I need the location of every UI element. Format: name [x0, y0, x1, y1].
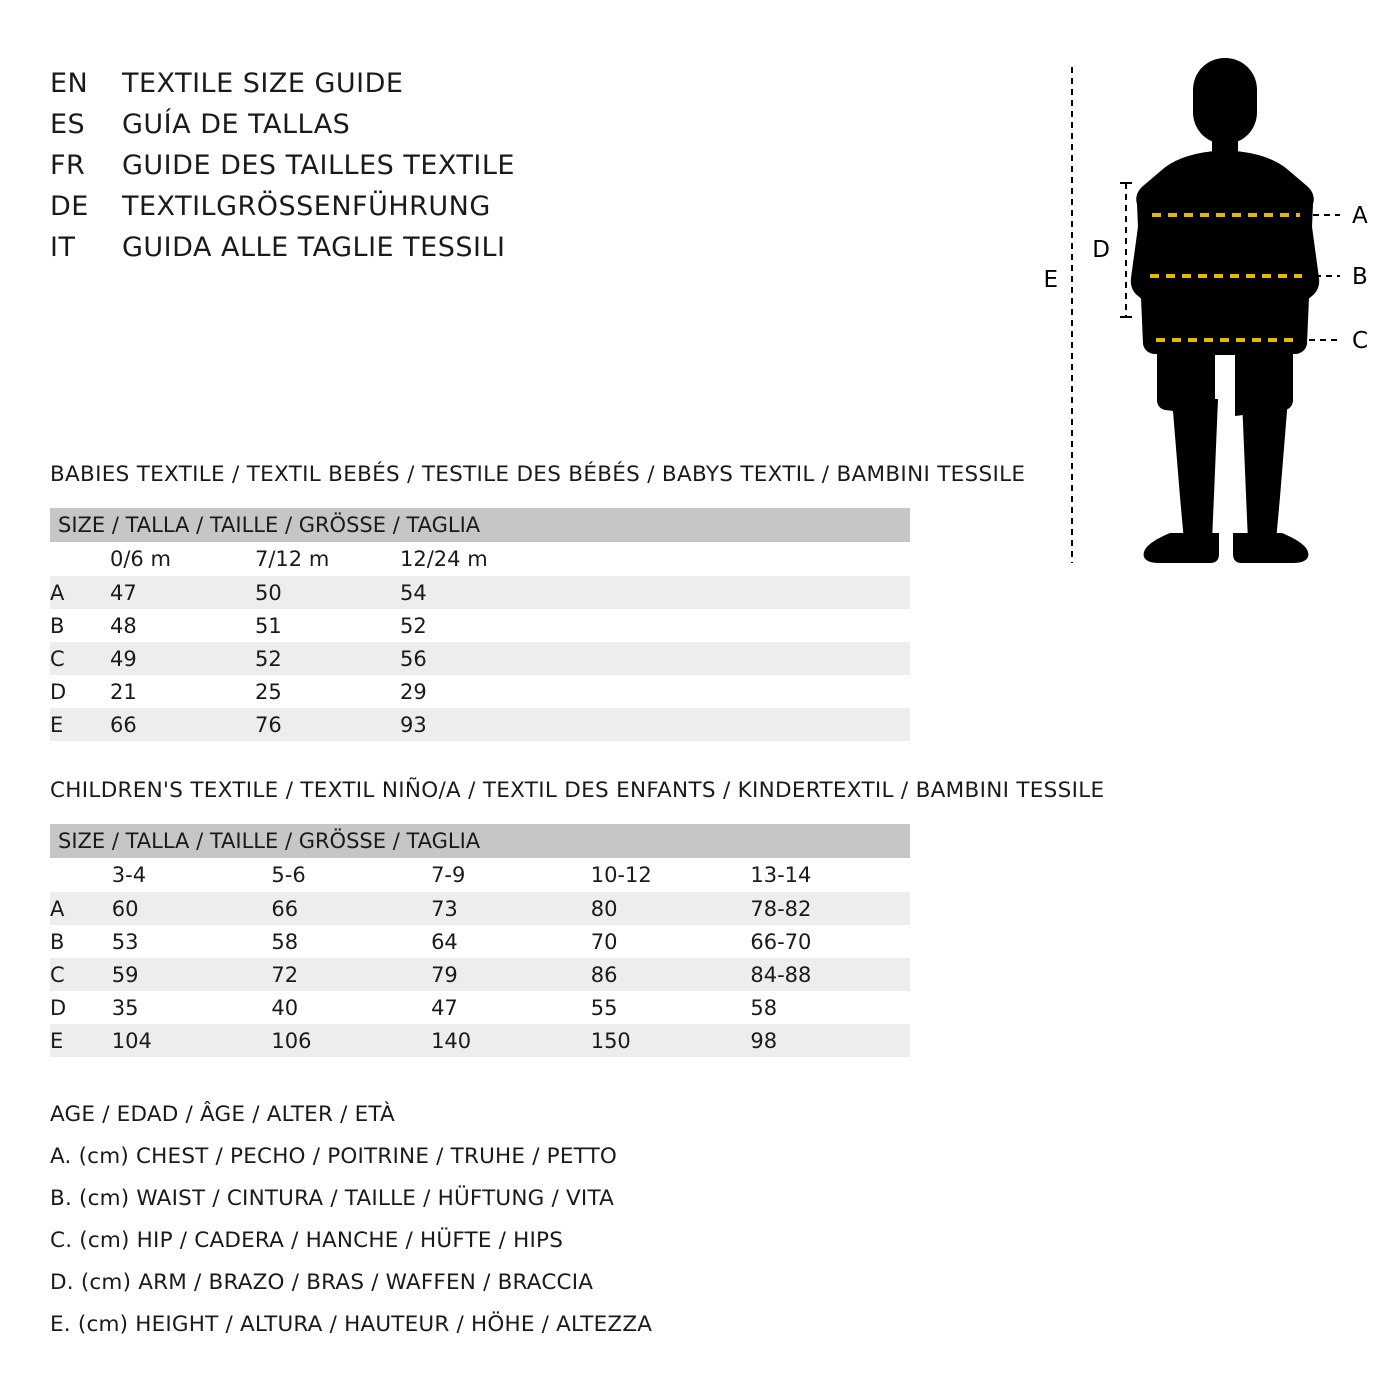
cell-value: 60 — [112, 892, 272, 925]
table-title-row — [50, 824, 910, 858]
children-size-table — [50, 824, 910, 1057]
marker-a-label: A — [1352, 203, 1368, 229]
column-header: 3-4 — [112, 858, 272, 892]
row-label: B — [50, 609, 110, 642]
legend-line: B. (cm) WAIST / CINTURA / TAILLE / HÜFTUNG / VITA — [50, 1186, 615, 1211]
cell-value: 80 — [591, 892, 751, 925]
spacer-cell — [545, 642, 910, 675]
cell-value: 76 — [255, 708, 400, 741]
cell-value: 52 — [255, 642, 400, 675]
legend-line: E. (cm) HEIGHT / ALTURA / HAUTEUR / HÖHE / ALTEZZA — [50, 1312, 653, 1337]
row-label: D — [50, 675, 110, 708]
column-header: 0/6 m — [110, 542, 255, 576]
row-label: C — [50, 958, 112, 991]
legend-line: D. (cm) ARM / BRAZO / BRAS / WAFFEN / BRACCIA — [50, 1270, 594, 1295]
table-header-row — [50, 542, 910, 576]
cell-value: 25 — [255, 675, 400, 708]
cell-value: 66 — [110, 708, 255, 741]
cell-value: 53 — [112, 925, 272, 958]
marker-b-label: B — [1352, 264, 1368, 290]
language-row — [50, 232, 1050, 273]
language-code: IT — [50, 232, 76, 263]
legend-line: A. (cm) CHEST / PECHO / POITRINE / TRUHE / PETTO — [50, 1144, 618, 1169]
corner-cell — [50, 858, 112, 892]
row-label: B — [50, 925, 112, 958]
row-label: C — [50, 642, 110, 675]
spacer-cell — [545, 542, 910, 576]
column-header: 10-12 — [591, 858, 751, 892]
child-silhouette-icon — [1131, 58, 1319, 563]
cell-value: 78-82 — [750, 892, 910, 925]
language-code: DE — [50, 191, 89, 222]
cell-value: 50 — [255, 576, 400, 609]
cell-value: 40 — [271, 991, 431, 1024]
row-label: A — [50, 892, 112, 925]
table-row — [50, 991, 910, 1024]
cell-value: 49 — [110, 642, 255, 675]
table-row — [50, 708, 910, 741]
children-section-heading: CHILDREN'S TEXTILE / TEXTIL NIÑO/A / TEXTIL DES ENFANTS / KINDERTEXTIL / BAMBINI TESSILE — [50, 778, 1105, 803]
measurement-figure — [1010, 55, 1390, 575]
row-label: E — [50, 708, 110, 741]
column-header: 12/24 m — [400, 542, 545, 576]
cell-value: 150 — [591, 1024, 751, 1057]
table-row — [50, 958, 910, 991]
language-code: ES — [50, 109, 86, 140]
cell-value: 51 — [255, 609, 400, 642]
cell-value: 59 — [112, 958, 272, 991]
cell-value: 104 — [112, 1024, 272, 1057]
language-row — [50, 68, 1050, 109]
language-title: TEXTILGRÖSSENFÜHRUNG — [122, 191, 491, 222]
babies-size-table — [50, 508, 910, 741]
marker-c-label: C — [1352, 328, 1369, 354]
table-title-row — [50, 508, 910, 542]
cell-value: 66 — [271, 892, 431, 925]
cell-value: 86 — [591, 958, 751, 991]
cell-value: 29 — [400, 675, 545, 708]
language-title: GUIDA ALLE TAGLIE TESSILI — [122, 232, 506, 263]
cell-value: 70 — [591, 925, 751, 958]
cell-value: 140 — [431, 1024, 591, 1057]
children-table-title: SIZE / TALLA / TAILLE / GRÖSSE / TAGLIA — [50, 824, 910, 858]
language-code: EN — [50, 68, 89, 99]
language-row — [50, 191, 1050, 232]
cell-value: 52 — [400, 609, 545, 642]
table-row — [50, 675, 910, 708]
spacer-cell — [545, 576, 910, 609]
cell-value: 47 — [110, 576, 255, 609]
measurement-legend — [50, 1102, 950, 1354]
table-row — [50, 892, 910, 925]
cell-value: 93 — [400, 708, 545, 741]
cell-value: 48 — [110, 609, 255, 642]
language-title: TEXTILE SIZE GUIDE — [122, 68, 404, 99]
cell-value: 79 — [431, 958, 591, 991]
cell-value: 58 — [271, 925, 431, 958]
corner-cell — [50, 542, 110, 576]
cell-value: 35 — [112, 991, 272, 1024]
column-header: 13-14 — [750, 858, 910, 892]
language-code: FR — [50, 150, 86, 181]
cell-value: 106 — [271, 1024, 431, 1057]
marker-d-label: D — [1092, 237, 1110, 263]
marker-e-label: E — [1043, 267, 1058, 293]
column-header: 5-6 — [271, 858, 431, 892]
legend-line: AGE / EDAD / ÂGE / ALTER / ETÀ — [50, 1102, 395, 1127]
cell-value: 72 — [271, 958, 431, 991]
language-title: GUÍA DE TALLAS — [122, 109, 351, 140]
row-label: A — [50, 576, 110, 609]
cell-value: 47 — [431, 991, 591, 1024]
cell-value: 55 — [591, 991, 751, 1024]
table-row — [50, 1024, 910, 1057]
language-title-list — [50, 68, 1050, 273]
cell-value: 58 — [750, 991, 910, 1024]
babies-table-title: SIZE / TALLA / TAILLE / GRÖSSE / TAGLIA — [50, 508, 910, 542]
language-title: GUIDE DES TAILLES TEXTILE — [122, 150, 515, 181]
cell-value: 54 — [400, 576, 545, 609]
spacer-cell — [545, 609, 910, 642]
table-row — [50, 925, 910, 958]
cell-value: 84-88 — [750, 958, 910, 991]
row-label: D — [50, 991, 112, 1024]
cell-value: 21 — [110, 675, 255, 708]
babies-section-heading: BABIES TEXTILE / TEXTIL BEBÉS / TESTILE DES BÉBÉS / BABYS TEXTIL / BAMBINI TESSILE — [50, 462, 1026, 487]
cell-value: 64 — [431, 925, 591, 958]
table-row — [50, 576, 910, 609]
spacer-cell — [545, 708, 910, 741]
table-header-row — [50, 858, 910, 892]
cell-value: 56 — [400, 642, 545, 675]
cell-value: 66-70 — [750, 925, 910, 958]
language-row — [50, 109, 1050, 150]
table-row — [50, 609, 910, 642]
language-row — [50, 150, 1050, 191]
row-label: E — [50, 1024, 112, 1057]
column-header: 7/12 m — [255, 542, 400, 576]
legend-line: C. (cm) HIP / CADERA / HANCHE / HÜFTE / HIPS — [50, 1228, 564, 1253]
table-row — [50, 642, 910, 675]
spacer-cell — [545, 675, 910, 708]
cell-value: 73 — [431, 892, 591, 925]
column-header: 7-9 — [431, 858, 591, 892]
cell-value: 98 — [750, 1024, 910, 1057]
